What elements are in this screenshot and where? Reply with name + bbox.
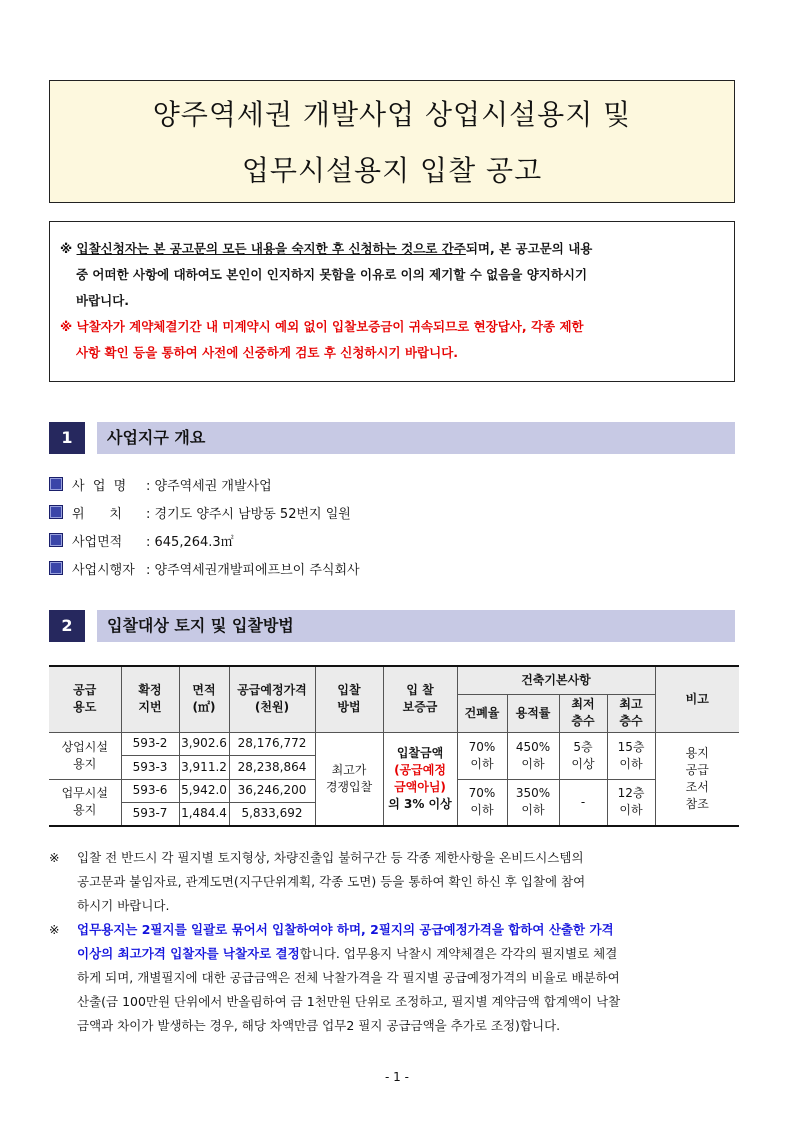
section-2-title: 입찰대상 토지 및 입찰방법 (97, 610, 735, 642)
cell-coverage: 70% 이하 (457, 732, 507, 779)
cell-area: 5,942.0 (179, 779, 229, 802)
header-method: 입찰 방법 (315, 666, 383, 732)
header-building: 건축기본사항 (457, 666, 655, 694)
overview-item: 사 업 명 : 양주역세권 개발사업 (49, 470, 735, 498)
section-1-header (49, 422, 735, 454)
cell-lot: 593-2 (121, 732, 179, 755)
header-max-floors: 최고 층수 (607, 694, 655, 732)
notice-line-1: ※ 입찰신청자는 본 공고문의 모든 내용을 숙지한 후 신청하는 것으로 간주되며, 본 공고문의 내용 (60, 241, 593, 256)
header-area: 면적 (㎡) (179, 666, 229, 732)
notice-warning-line-1: ※ 낙찰자가 계약체결기간 내 미계약시 예외 없이 입찰보증금이 귀속되므로 현장답사, 각종 제한 (60, 319, 584, 334)
cell-min-floors: - (559, 779, 607, 826)
header-deposit: 입 찰 보증금 (383, 666, 457, 732)
header-lot: 확정 지번 (121, 666, 179, 732)
cell-min-floors: 5층 이상 (559, 732, 607, 779)
square-bullet-icon (50, 534, 62, 546)
cell-area: 1,484.4 (179, 802, 229, 826)
page-title-line-1: 양주역세권 개발사업 상업시설용지 및 (152, 98, 632, 131)
cell-far: 450% 이하 (507, 732, 559, 779)
cell-price: 28,176,772 (229, 732, 315, 755)
header-far: 용적률 (507, 694, 559, 732)
cell-max-floors: 12층 이하 (607, 779, 655, 826)
project-overview-list (49, 470, 735, 582)
section-2-number: 2 (49, 610, 85, 642)
cell-far: 350% 이하 (507, 779, 559, 826)
cell-remark: 용지 공급 조서 참조 (655, 732, 739, 826)
cell-price: 36,246,200 (229, 779, 315, 802)
cell-use: 업무시설 용지 (49, 779, 121, 826)
note-2-line-2: 이상의 최고가격 입찰자를 낙찰자로 결정합니다. 업무용지 낙찰시 계약체결은 각각의 필지별로 체결 (77, 946, 618, 961)
cell-coverage: 70% 이하 (457, 779, 507, 826)
land-table (49, 665, 739, 827)
section-2-header (49, 610, 735, 642)
cell-lot: 593-7 (121, 802, 179, 826)
square-bullet-icon (50, 506, 62, 518)
notice-box (49, 221, 735, 382)
cell-area: 3,911.2 (179, 755, 229, 779)
header-note: 비고 (655, 666, 739, 732)
note-2-line-1: ※ 업무용지는 2필지를 일괄로 묶어서 입찰하여야 하며, 2필지의 공급예정가격을 합하여 산출한 가격 (49, 922, 614, 937)
page-title-line-2: 업무시설용지 입찰 공고 (241, 154, 543, 187)
cell-area: 3,902.6 (179, 732, 229, 755)
header-min-floors: 최저 층수 (559, 694, 607, 732)
cell-max-floors: 15층 이하 (607, 732, 655, 779)
cell-lot: 593-6 (121, 779, 179, 802)
section-1-title: 사업지구 개요 (97, 422, 735, 454)
section-1-number: 1 (49, 422, 85, 454)
overview-item: 위 치 : 경기도 양주시 남방동 52번지 일원 (49, 498, 735, 526)
cell-method: 최고가 경쟁입찰 (315, 732, 383, 826)
table-row (49, 732, 739, 755)
note-1-line-3: 하시기 바랍니다. (77, 898, 170, 913)
cell-lot: 593-3 (121, 755, 179, 779)
header-use: 공급 용도 (49, 666, 121, 732)
cell-use: 상업시설 용지 (49, 732, 121, 779)
header-price: 공급예정가격 (천원) (229, 666, 315, 732)
title-box (49, 80, 735, 203)
notice-warning-line-2: 사항 확인 등을 통하여 사전에 신중하게 검토 후 신청하시기 바랍니다. (76, 345, 459, 360)
cell-price: 28,238,864 (229, 755, 315, 779)
note-2-line-4: 산출(금 100만원 단위에서 반올림하여 금 1천만원 단위로 조정하고, 필지별 계약금액 합계액이 낙찰 (77, 994, 621, 1009)
note-1-line-2: 공고문과 붙임자료, 관계도면(지구단위계획, 각종 도면) 등을 통하여 확인 하신 후 입찰에 참여 (77, 874, 586, 889)
overview-item: 사업면적 : 645,264.3㎡ (49, 526, 735, 554)
square-bullet-icon (50, 562, 62, 574)
square-bullet-icon (50, 478, 62, 490)
cell-price: 5,833,692 (229, 802, 315, 826)
notice-line-2: 중 어떠한 사항에 대하여도 본인이 인지하지 못함을 이유로 이의 제기할 수 없음을 양지하시기 (76, 267, 588, 282)
notice-underlined: 입찰신청자는 본 공고문의 모든 내용을 숙지한 후 신청하는 것으로 간주 (76, 241, 466, 256)
note-2-line-5: 금액과 차이가 발생하는 경우, 해당 차액만큼 업무2 필지 공급금액을 추가로 조정)합니다. (77, 1018, 561, 1033)
cell-deposit: 입찰금액 (공급예정 금액아님) 의 3% 이상 (383, 732, 457, 826)
notice-line-3: 바랍니다. (76, 293, 130, 308)
note-1-line-1: ※ 입찰 전 반드시 각 필지별 토지형상, 차량진출입 불허구간 등 각종 제한사항을 온비드시스템의 (49, 850, 584, 865)
notes (49, 846, 739, 1038)
header-coverage: 건폐율 (457, 694, 507, 732)
overview-item: 사업시행자 : 양주역세권개발피에프브이 주식회사 (49, 554, 735, 582)
note-2-line-3: 하게 되며, 개별필지에 대한 공급금액은 전체 낙찰가격을 각 필지별 공급예정가격의 비율로 배분하여 (77, 970, 620, 985)
page-number: - 1 - (385, 1070, 409, 1084)
